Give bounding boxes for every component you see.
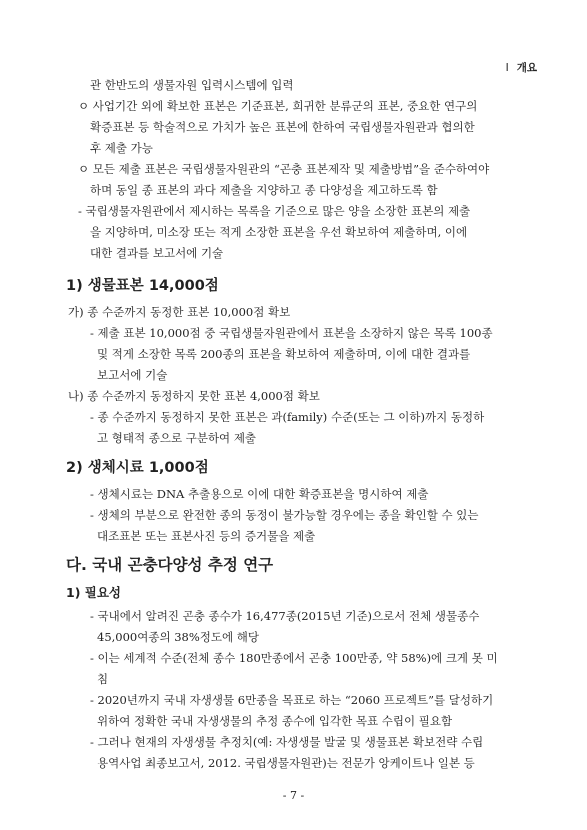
text-line: 을 지양하며, 미소장 또는 적게 소장한 표본을 우선 확보하여 제출하며, 이에 (90, 225, 468, 239)
subitem-line: 가) 종 수준까지 동정한 표본 10,000점 확보 (68, 305, 291, 319)
text-line: 및 적게 소장한 목록 200종의 표본을 확보하여 제출하며, 이에 대한 결과를 (97, 347, 471, 361)
page-header (506, 60, 537, 75)
text-line: 고 형태적 종으로 구분하여 제출 (97, 431, 257, 445)
text-line: 확증표본 등 학술적으로 가치가 높은 표본에 한하여 국립생물자원관과 협의한 (90, 120, 475, 134)
text-line: 대조표본 또는 표본사진 등의 증거물을 제출 (97, 529, 316, 543)
text-line: 용역사업 최종보고서, 2012. 국립생물자원관)는 전문가 앙케이트나 일본 등 (97, 756, 475, 770)
text-line: 관 한반도의 생물자원 입력시스템에 입력 (90, 78, 294, 92)
dash-line: - 생체의 부분으로 완전한 종의 동정이 불가능할 경우에는 종을 확인할 수 있는 (90, 508, 479, 522)
dash-line: - 제출 표본 10,000점 중 국립생물자원관에서 표본을 소장하지 않은 목록 100종 (90, 326, 493, 340)
bullet-line: ㅇ 모든 제출 표본은 국립생물자원관의 “곤충 표본제작 및 제출방법”을 준수하여야 (78, 162, 490, 176)
text-line: 대한 결과를 보고서에 기술 (90, 246, 224, 260)
dash-line: - 생체시료는 DNA 추출용으로 이에 대한 확증표본을 명시하여 제출 (90, 487, 429, 501)
text-line: 보고서에 기술 (97, 368, 168, 382)
section-heading-specimens: 1) 생물표본 14,000점 (66, 278, 219, 294)
text-line: 45,000여종의 38%정도에 해당 (97, 630, 259, 644)
text-line: 하며 동일 종 표본의 과다 제출을 지양하고 종 다양성을 제고하도록 함 (90, 183, 438, 197)
dash-line: - 종 수준까지 동정하지 못한 표본은 과(family) 수준(또는 그 이하)까지 동정하 (90, 410, 485, 424)
dash-line: - 그러나 현재의 자생생물 추정치(예: 자생생물 발굴 및 생물표본 확보전략 수립 (90, 735, 484, 749)
page-number: - 7 - (282, 789, 305, 802)
dash-line: - 국내에서 알려진 곤충 종수가 16,477종(2015년 기준)으로서 전체 생물종수 (90, 609, 480, 623)
chapter-title: 개요 (516, 62, 537, 74)
text-line: 위하여 정확한 국내 자생생물의 추정 종수에 입각한 목표 수립이 필요함 (97, 714, 453, 728)
subsection-heading-necessity: 1) 필요성 (66, 585, 121, 600)
section-heading-diversity: 다. 국내 곤충다양성 추정 연구 (66, 556, 274, 574)
section-heading-biosamples: 2) 생체시료 1,000점 (66, 460, 209, 476)
bullet-line: ㅇ 사업기간 외에 확보한 표본은 기준표본, 희귀한 분류군의 표본, 중요한 연구의 (78, 99, 478, 113)
dash-line: - 국립생물자원관에서 제시하는 목록을 기준으로 많은 양을 소장한 표본의 제출 (78, 204, 471, 218)
chapter-number: Ⅰ (505, 62, 509, 74)
text-line: 후 제출 가능 (90, 141, 153, 155)
subitem-line: 나) 종 수준까지 동정하지 못한 표본 4,000점 확보 (68, 389, 320, 403)
dash-line: - 이는 세계적 수준(전체 종수 180만종에서 곤충 100만종, 약 58%)에 크게 못 미 (90, 651, 498, 665)
dash-line: - 2020년까지 국내 자생생물 6만종을 목표로 하는 “2060 프로젝트”를 달성하기 (90, 693, 494, 707)
text-line: 침 (97, 672, 109, 686)
